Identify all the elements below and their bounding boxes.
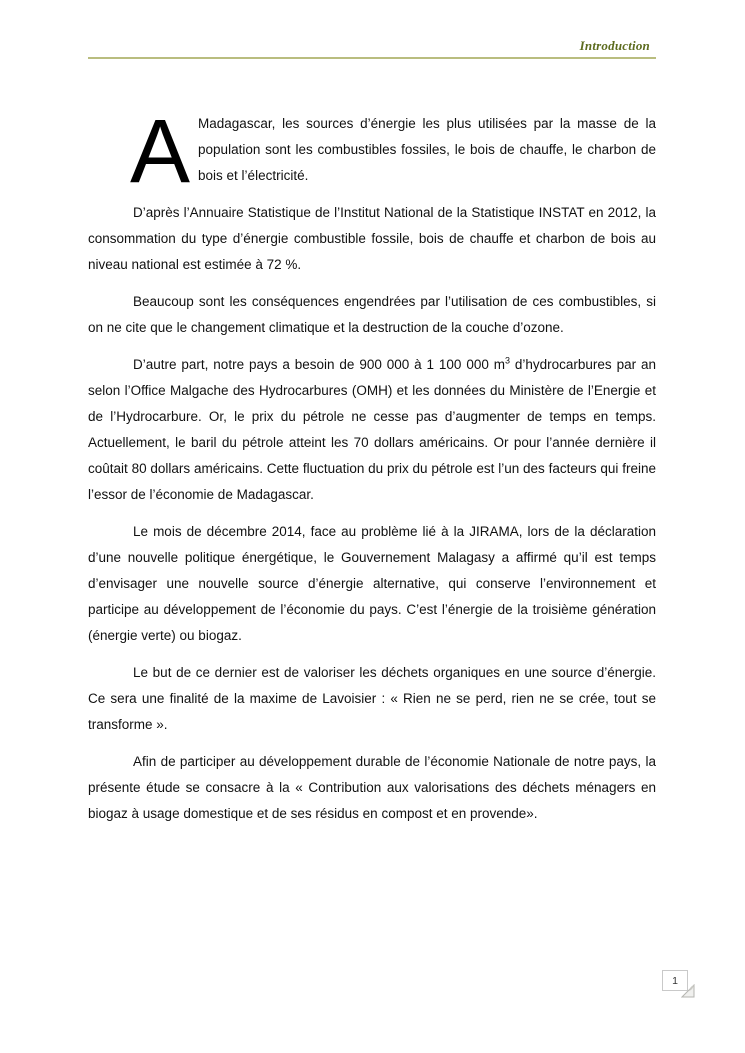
paragraph-text: D’après l’Annuaire Statistique de l’Institut National de la Statistique INSTAT en 2012, la consommation du type d’énergie combustible fossile, bois de chauffe et charbon de bois au niveau national est estimée à 72 %. bbox=[88, 205, 656, 272]
running-head-title: Introduction bbox=[579, 38, 650, 53]
paragraph-segment: d’hydrocarbures par an selon l’Office Malgache des Hydrocarbures (OMH) et les données du Ministère de l’Energie et de l’Hydrocarbure. Or, le prix du pétrole ne cesse pas d’augmenter de temps en temps. Actuellement, le baril du pétrole atteint les 70 dollars américains. Or pour l’année dernière il coûtait 80 dollars américains. Cette fluctuation du prix du pétrole est l’un des facteurs qui freine l’essor de l’économie de Madagascar. bbox=[88, 357, 656, 502]
superscript-exponent: 3 bbox=[504, 355, 510, 366]
page-number-box bbox=[662, 970, 688, 991]
paragraph-text: Le mois de décembre 2014, face au problème lié à la JIRAMA, lors de la déclaration d’une nouvelle politique énergétique, le Gouvernement Malagasy a affirmé qu’il est temps d’envisager une nouvelle source d’énergie alternative, qui conserve l’environnement et participe au développement de l’économie du pays. C’est l’énergie de la troisième génération (énergie verte) ou biogaz. bbox=[88, 524, 656, 643]
page-header bbox=[88, 0, 656, 59]
paragraph-text: Madagascar, les sources d’énergie les plus utilisées par la masse de la population sont les combustibles fossiles, le bois de chauffe, le charbon de bois et l’électricité. bbox=[198, 116, 656, 183]
paragraph-text: Le but de ce dernier est de valoriser les déchets organiques en une source d’énergie. Ce sera une finalité de la maxime de Lavoisier : « Rien ne se perd, rien ne se crée, tout se transforme ». bbox=[88, 665, 656, 732]
paragraph-text: Afin de participer au développement durable de l’économie Nationale de notre pays, la présente étude se consacre à la « Contribution aux valorisations des déchets ménagers en biogaz à usage domestique et de ses résidus en compost et en provende». bbox=[88, 754, 656, 821]
paragraph-text bbox=[88, 352, 656, 508]
paragraph-text: Beaucoup sont les conséquences engendrées par l’utilisation de ces combustibles, si on ne cite que le changement climatique et la destruction de la couche d’ozone. bbox=[88, 294, 656, 335]
page-curl-icon bbox=[681, 984, 695, 998]
page-number: 1 bbox=[672, 974, 678, 987]
dropcap-letter: A bbox=[130, 102, 191, 202]
document-body bbox=[88, 102, 656, 827]
paragraph-dropcap bbox=[88, 102, 656, 202]
paragraph-segment: D’autre part, notre pays a besoin de 900 000 à 1 100 000 m bbox=[133, 357, 505, 372]
